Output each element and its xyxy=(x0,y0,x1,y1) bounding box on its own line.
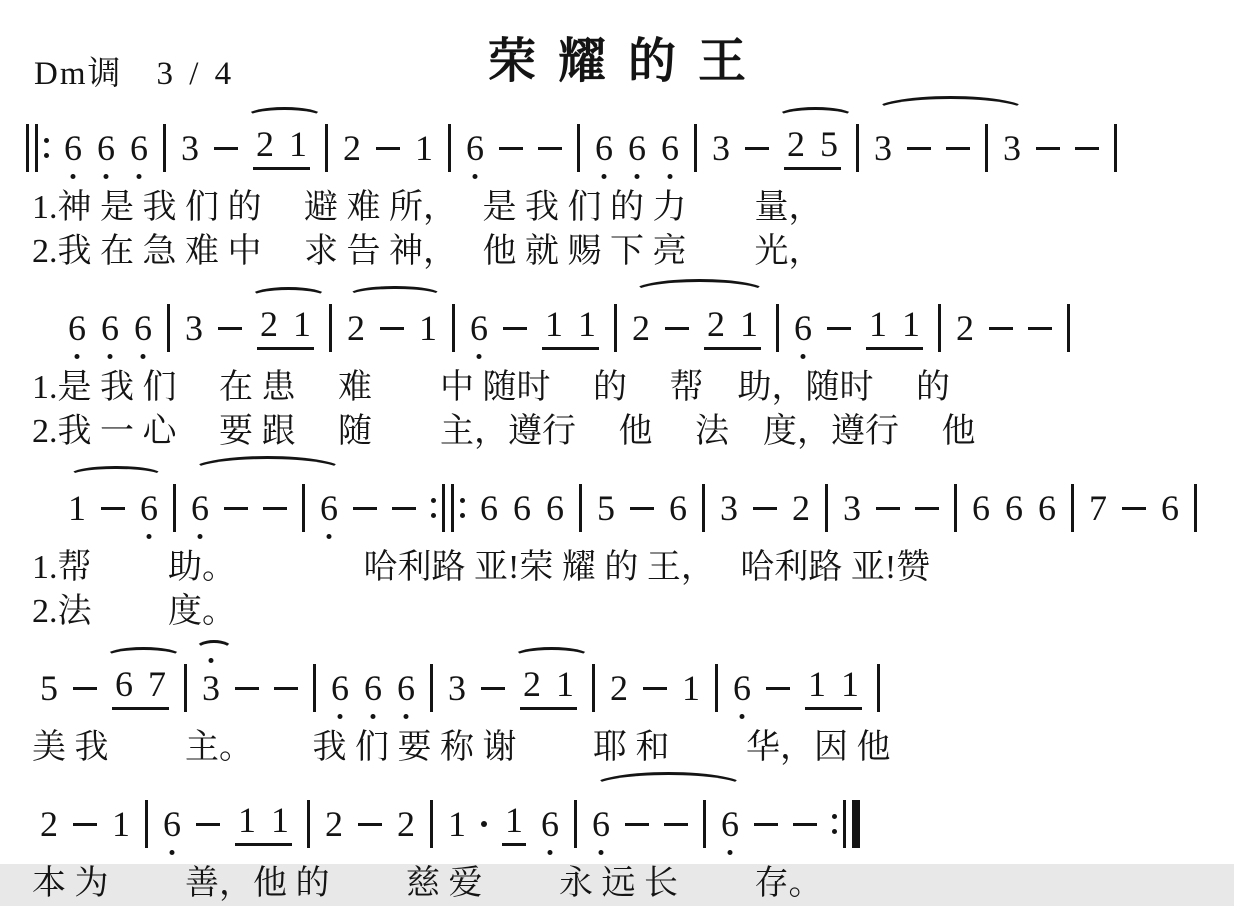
barline xyxy=(715,664,718,712)
note: 6 xyxy=(101,310,119,346)
octave-dot-below xyxy=(728,850,733,855)
note: 6 xyxy=(972,488,990,528)
note: 1 xyxy=(448,804,466,844)
duration-dash xyxy=(503,327,527,330)
system xyxy=(26,772,1208,906)
note: 6 xyxy=(466,130,484,166)
note: 1 xyxy=(293,304,311,344)
barline xyxy=(825,484,828,532)
song-title: 荣耀的王 xyxy=(487,35,768,88)
barline xyxy=(694,124,697,172)
barline xyxy=(452,304,455,352)
duration-dash xyxy=(753,507,777,510)
duration-dash xyxy=(73,687,97,690)
note: 5 xyxy=(40,668,58,708)
slur-tie xyxy=(347,286,443,306)
repeat-end-start xyxy=(431,484,465,532)
note: 6 xyxy=(470,310,488,346)
time-signature: 3 / 4 xyxy=(156,56,236,92)
note: 1 xyxy=(682,668,700,708)
note: 6 xyxy=(97,130,115,166)
duration-dash xyxy=(73,823,97,826)
note: 1 xyxy=(578,304,596,344)
note: 6 xyxy=(721,806,739,842)
octave-dot-below xyxy=(137,174,142,179)
system xyxy=(26,276,1208,454)
note: 6 xyxy=(64,130,82,166)
barline xyxy=(430,800,433,848)
slur-tie xyxy=(68,466,164,486)
barline xyxy=(938,304,941,352)
beamed-group xyxy=(866,306,923,350)
slur-tie xyxy=(592,772,745,802)
octave-dot-below xyxy=(327,534,332,539)
note: 6 xyxy=(541,806,559,842)
notation-row xyxy=(26,636,1208,726)
barline xyxy=(1071,484,1074,532)
octave-dot-below xyxy=(198,534,203,539)
duration-dash xyxy=(376,147,400,150)
barline xyxy=(856,124,859,172)
note: 3 xyxy=(720,488,738,528)
note: 6 xyxy=(397,670,415,706)
note: 3 xyxy=(843,488,861,528)
note: 3 xyxy=(185,308,203,348)
note: 6 xyxy=(134,310,152,346)
note: 2 xyxy=(956,308,974,348)
repeat-start xyxy=(26,124,49,172)
duration-dash xyxy=(625,823,649,826)
note: 6 xyxy=(595,130,613,166)
note: 6 xyxy=(115,664,133,704)
note: 2 xyxy=(256,124,274,164)
octave-dot-below xyxy=(338,714,343,719)
duration-dash xyxy=(907,147,931,150)
barline xyxy=(1114,124,1117,172)
duration-dash xyxy=(946,147,970,150)
note: 2 xyxy=(787,124,805,164)
octave-dot-below xyxy=(404,714,409,719)
barline xyxy=(329,304,332,352)
duration-dash xyxy=(1075,147,1099,150)
barline xyxy=(574,800,577,848)
beamed-group xyxy=(704,306,761,350)
beamed-group xyxy=(542,306,599,350)
note: 2 xyxy=(343,128,361,168)
barline xyxy=(577,124,580,172)
barline xyxy=(1194,484,1197,532)
octave-dot-below xyxy=(170,850,175,855)
slur-tie xyxy=(874,96,1027,126)
barline xyxy=(313,664,316,712)
octave-dot-below xyxy=(473,174,478,179)
barline xyxy=(592,664,595,712)
octave-dot-below xyxy=(104,174,109,179)
octave-dot-below xyxy=(801,354,806,359)
note: 6 xyxy=(628,130,646,166)
note: 1 xyxy=(112,804,130,844)
key-and-time xyxy=(34,47,235,94)
duration-dash xyxy=(664,823,688,826)
barline xyxy=(1067,304,1070,352)
barline xyxy=(163,124,166,172)
octave-dot-below xyxy=(668,174,673,179)
duration-dash xyxy=(876,507,900,510)
note: 6 xyxy=(513,488,531,528)
note: 3 xyxy=(202,670,220,706)
repeat-dots xyxy=(431,498,436,518)
system xyxy=(26,636,1208,770)
lyric-line: 2.我 在 急 难 中 求 告 神， 他 就 赐 下 亮 光， xyxy=(32,233,823,270)
note: 1 xyxy=(419,308,437,348)
duration-dash xyxy=(358,823,382,826)
notation-row xyxy=(26,456,1208,546)
note: 6 xyxy=(794,310,812,346)
lyric-line: 本 为 善，他 的 慈 爱 永 远 长 存。 xyxy=(32,865,823,902)
barline xyxy=(448,124,451,172)
note: 6 xyxy=(1038,488,1056,528)
key-label: Dm调 xyxy=(34,56,123,92)
note: 2 xyxy=(632,308,650,348)
notation-row xyxy=(26,276,1208,366)
duration-dash xyxy=(218,327,242,330)
note: 6 xyxy=(364,670,382,706)
duration-dash xyxy=(1036,147,1060,150)
note: 3 xyxy=(448,668,466,708)
note: 1 xyxy=(238,800,256,840)
octave-dot-below xyxy=(477,354,482,359)
note: 6 xyxy=(669,488,687,528)
note: 6 xyxy=(331,670,349,706)
duration-dash xyxy=(827,327,851,330)
barline xyxy=(451,484,454,532)
note: 2 xyxy=(347,308,365,348)
lyric-line: 1.是 我 们 在 患 难 中 随时 的 帮 助，随时 的 xyxy=(32,369,950,406)
note: 2 xyxy=(40,804,58,844)
duration-dash xyxy=(392,507,416,510)
note: 1 xyxy=(545,304,563,344)
system xyxy=(26,456,1208,634)
note: 5 xyxy=(820,124,838,164)
barline xyxy=(302,484,305,532)
note: 6 xyxy=(546,488,564,528)
octave-dot-below xyxy=(740,714,745,719)
beamed-group xyxy=(112,666,169,710)
barline xyxy=(579,484,582,532)
octave-dot-above xyxy=(209,658,214,663)
beamed-group xyxy=(253,126,310,170)
octave-dot-below xyxy=(108,354,113,359)
duration-dash xyxy=(665,327,689,330)
note: 1 xyxy=(505,800,523,840)
barline xyxy=(703,800,706,848)
beamed-group xyxy=(257,306,314,350)
note: 6 xyxy=(733,670,751,706)
thick-barline xyxy=(852,800,860,848)
slur-tie xyxy=(632,279,767,306)
lyric-line: 1.神 是 我 们 的 避 难 所， 是 我 们 的 力 量， xyxy=(32,189,823,226)
notation-row xyxy=(26,96,1208,186)
octave-dot-below xyxy=(147,534,152,539)
duration-dash xyxy=(754,823,778,826)
note: 1 xyxy=(869,304,887,344)
note: 1 xyxy=(271,800,289,840)
note: 6 xyxy=(661,130,679,166)
note: 6 xyxy=(191,490,209,526)
note: 6 xyxy=(130,130,148,166)
repeat-dots xyxy=(44,138,49,158)
notation-row xyxy=(26,772,1208,862)
lyric-line: 2.我 一 心 要 跟 随 主，遵行 他 法 度，遵行 他 xyxy=(32,413,976,450)
duration-dash xyxy=(380,327,404,330)
duration-dash xyxy=(643,687,667,690)
note: 6 xyxy=(163,806,181,842)
final-repeat-barline xyxy=(832,800,860,848)
note: 6 xyxy=(68,310,86,346)
note: 1 xyxy=(740,304,758,344)
note: 3 xyxy=(1003,128,1021,168)
system xyxy=(26,96,1208,274)
barline xyxy=(167,304,170,352)
repeat-dots xyxy=(832,814,837,834)
barline xyxy=(26,124,29,172)
duration-dash xyxy=(481,687,505,690)
duration-dash xyxy=(989,327,1013,330)
beamed-group xyxy=(520,666,577,710)
note: 3 xyxy=(181,128,199,168)
barline xyxy=(184,664,187,712)
duration-dash xyxy=(274,687,298,690)
header xyxy=(26,14,1208,96)
note: 1 xyxy=(841,664,859,704)
lyric-line: 2.法 度。 xyxy=(32,593,236,630)
beamed-group xyxy=(784,126,841,170)
note: 1 xyxy=(289,124,307,164)
barline xyxy=(145,800,148,848)
barline xyxy=(702,484,705,532)
barline xyxy=(843,800,846,848)
barline xyxy=(614,304,617,352)
duration-dash xyxy=(263,507,287,510)
note: 7 xyxy=(1089,488,1107,528)
score-systems xyxy=(26,96,1208,906)
note: 6 xyxy=(480,488,498,528)
duration-dash xyxy=(630,507,654,510)
barline xyxy=(776,304,779,352)
duration-dash xyxy=(915,507,939,510)
note: 1 xyxy=(808,664,826,704)
barline xyxy=(430,664,433,712)
note: 1 xyxy=(415,128,433,168)
octave-dot-below xyxy=(548,850,553,855)
note: 1 xyxy=(902,304,920,344)
note: 6 xyxy=(1161,488,1179,528)
barline xyxy=(877,664,880,712)
note: 2 xyxy=(260,304,278,344)
octave-dot-below xyxy=(71,174,76,179)
barline xyxy=(442,484,445,532)
note: 2 xyxy=(610,668,628,708)
duration-dash xyxy=(196,823,220,826)
note: 7 xyxy=(148,664,166,704)
octave-dot-below xyxy=(602,174,607,179)
octave-dot-below xyxy=(75,354,80,359)
beamed-group xyxy=(502,802,526,846)
barline xyxy=(954,484,957,532)
duration-dash xyxy=(793,823,817,826)
duration-dash xyxy=(1122,507,1146,510)
note: 2 xyxy=(792,488,810,528)
octave-dot-below xyxy=(371,714,376,719)
duration-dash xyxy=(214,147,238,150)
augmentation-dot xyxy=(481,821,487,827)
note: 1 xyxy=(68,488,86,528)
note: 1 xyxy=(556,664,574,704)
note: 6 xyxy=(1005,488,1023,528)
duration-dash xyxy=(353,507,377,510)
note: 2 xyxy=(397,804,415,844)
barline xyxy=(173,484,176,532)
note: 6 xyxy=(592,806,610,842)
octave-dot-below xyxy=(141,354,146,359)
slur-tie xyxy=(195,640,233,659)
note: 6 xyxy=(140,490,158,526)
beamed-group xyxy=(235,802,292,846)
barline xyxy=(325,124,328,172)
note: 3 xyxy=(874,128,892,168)
note: 5 xyxy=(597,488,615,528)
duration-dash xyxy=(499,147,523,150)
note: 2 xyxy=(707,304,725,344)
repeat-dots xyxy=(460,498,465,518)
slur-tie xyxy=(191,456,344,486)
octave-dot-below xyxy=(599,850,604,855)
note: 2 xyxy=(325,804,343,844)
duration-dash xyxy=(538,147,562,150)
octave-dot-below xyxy=(635,174,640,179)
duration-dash xyxy=(1028,327,1052,330)
lyric-line: 1.帮 助。 哈利路 亚!荣 耀 的 王， 哈利路 亚!赞 xyxy=(32,549,931,586)
barline xyxy=(307,800,310,848)
beamed-group xyxy=(805,666,862,710)
barline xyxy=(985,124,988,172)
barline xyxy=(35,124,38,172)
duration-dash xyxy=(745,147,769,150)
duration-dash xyxy=(235,687,259,690)
duration-dash xyxy=(101,507,125,510)
duration-dash xyxy=(224,507,248,510)
note: 6 xyxy=(320,490,338,526)
lyric-line: 美 我 主。 我 们 要 称 谢 耶 和 华，因 他 xyxy=(32,729,891,766)
note: 3 xyxy=(712,128,730,168)
duration-dash xyxy=(766,687,790,690)
note: 2 xyxy=(523,664,541,704)
